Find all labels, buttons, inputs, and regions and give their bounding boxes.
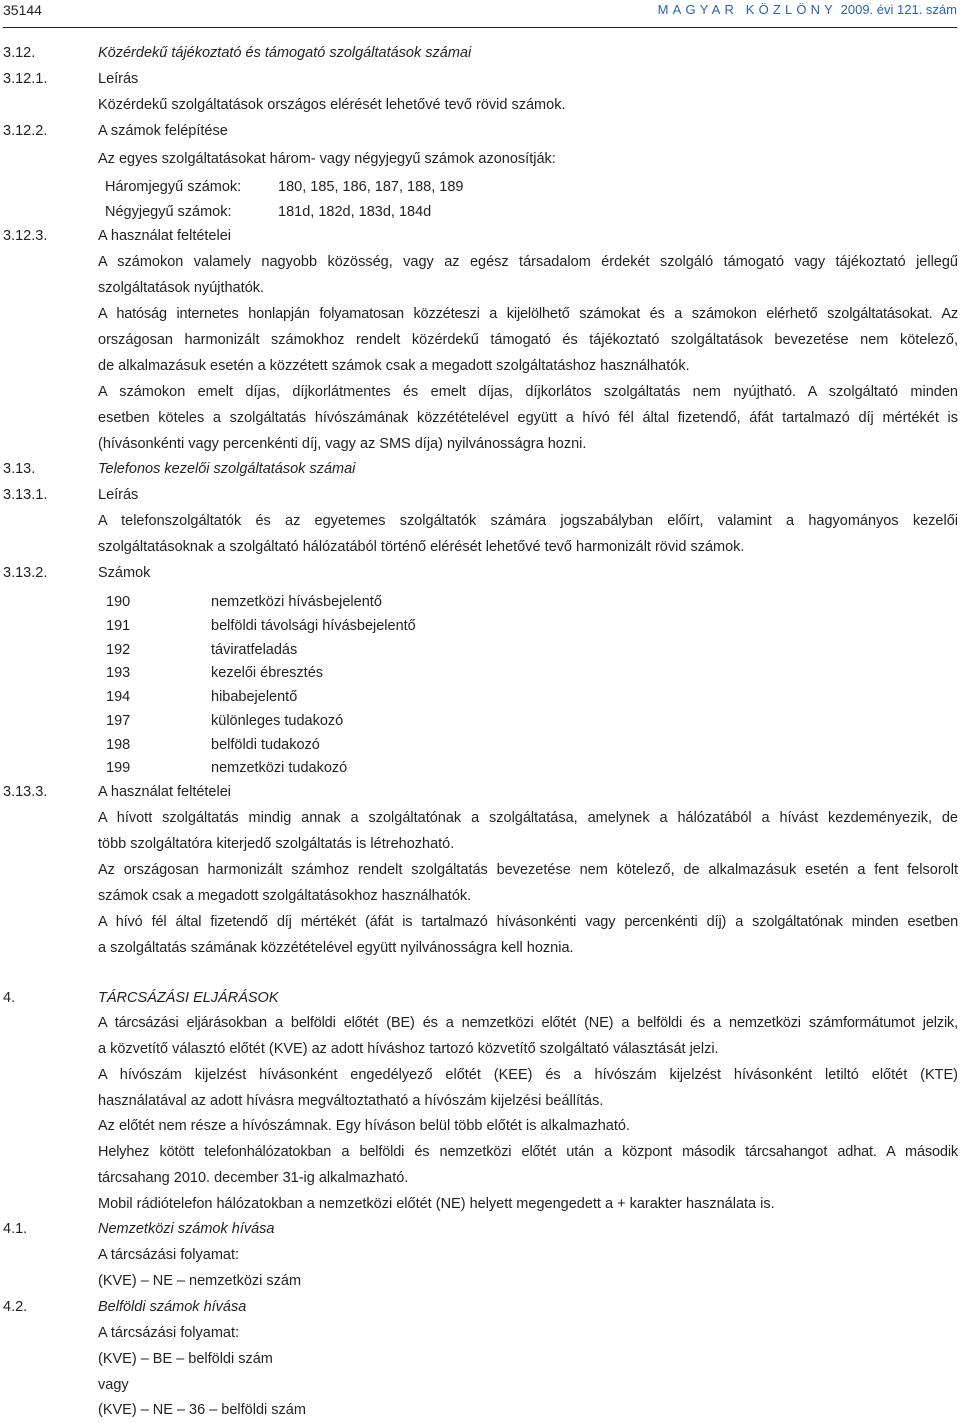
journal-issue: 2009. évi 121. szám xyxy=(840,2,957,17)
line-text: Közérdekű szolgáltatások országos elérését lehetővé tevő rövid számok. xyxy=(98,97,566,113)
section-title: Nemzetközi számok hívása xyxy=(98,1221,275,1237)
paragraph-line xyxy=(3,405,958,431)
service-description: kezelői ébresztés xyxy=(211,665,324,681)
service-description: belföldi tudakozó xyxy=(211,737,320,753)
paragraph-line xyxy=(3,805,958,831)
line-text: A számokon valamely nagyobb közösség, vagy az egész társadalom érdekét szolgáló támogató vagy tájékoztató jellegű xyxy=(98,254,958,270)
paragraph-line xyxy=(3,935,958,961)
section-heading xyxy=(3,1294,958,1320)
line-text: A hívott szolgáltatás mindig annak a szolgáltatónak a szolgáltatása, amelynek a hálózatából a hívást kezdeményezik, de xyxy=(98,810,958,826)
line-text: (hívásonkénti vagy percenkénti díj, vagy az SMS díja) nyilvánosságra hozni. xyxy=(98,436,587,452)
line-text: Az országosan harmonizált számhoz rendelt szolgáltatás bevezetése nem kötelező, de alkalmazásuk esetén a fent felsorolt xyxy=(98,862,958,878)
subsection-number: 3.13.2. xyxy=(3,565,48,581)
paragraph-line xyxy=(3,1191,958,1217)
section-number: 3.12. xyxy=(3,45,36,61)
service-code: 190 xyxy=(106,594,131,610)
number-list-item xyxy=(3,660,958,686)
line-text: országosan harmonizált számokhoz rendelt közérdekű támogató és tájékoztató szolgáltatások bevezetése nem kötelező, xyxy=(98,332,958,348)
line-text: (KVE) – NE – nemzetközi szám xyxy=(98,1273,302,1289)
section-title: Közérdekű tájékoztató és támogató szolgáltatások számai xyxy=(98,45,472,61)
line-text: A hatóság internetes honlapján folyamatosan közzéteszi a kijelölhető számokat és a számokon elérhető szolgáltatásokat. Az xyxy=(98,306,958,322)
paragraph-line xyxy=(3,249,958,275)
service-code: 191 xyxy=(106,618,131,634)
subsection-number: 3.12.3. xyxy=(3,228,48,244)
paragraph-line xyxy=(3,508,958,534)
chapter-title: TÁRCSÁZÁSI ELJÁRÁSOK xyxy=(98,990,279,1006)
section-title: Telefonos kezelői szolgáltatások számai xyxy=(98,461,356,477)
line-text: A tárcsázási folyamat: xyxy=(98,1247,240,1263)
section-heading xyxy=(3,40,958,66)
paragraph-line xyxy=(3,301,958,327)
line-text: A hívó fél által fizetendő díj mértékét (áfát is tartalmazó hívásonkénti vagy percenkénti díj) a szolgáltatónak minden esetben xyxy=(98,914,958,930)
service-code: 198 xyxy=(106,737,131,753)
subsection-title: A használat feltételei xyxy=(98,784,232,800)
subsection-number: 3.12.1. xyxy=(3,71,48,87)
line-text: tárcsahang 2010. december 31-ig alkalmazható. xyxy=(98,1170,409,1186)
journal-name: MAGYAR KÖZLÖNY xyxy=(657,2,838,17)
subsection-title: Leírás xyxy=(98,71,139,87)
subsection-number: 3.13.3. xyxy=(3,784,48,800)
subsection-heading xyxy=(3,560,958,586)
format-label: Négyjegyű számok: xyxy=(105,204,232,220)
line-text: a közvetítő választó előtét (KVE) az adott híváshoz tartozó közvetítő szolgáltató választását jelzi. xyxy=(98,1041,719,1057)
line-text: számok csak a megadott szolgáltatásokhoz használhatók. xyxy=(98,888,472,904)
line-text: Mobil rádiótelefon hálózatokban a nemzetközi előtét (NE) helyett megengedett a + karakter használata is. xyxy=(98,1196,775,1212)
paragraph-line xyxy=(3,909,958,935)
line-text: A számokon emelt díjas, díjkorlátmentes és emelt díjas, díjkorlátos szolgáltatás nem nyújtható. A szolgáltató minden xyxy=(98,384,958,400)
line-text: de alkalmazásuk esetén a közzétett számok csak a megadott szolgáltatáshoz használhatók. xyxy=(98,358,690,374)
paragraph-line xyxy=(3,1165,958,1191)
section-title: Belföldi számok hívása xyxy=(98,1299,247,1315)
dialing-sequence xyxy=(3,1268,958,1294)
section-heading xyxy=(3,456,958,482)
paragraph-line xyxy=(3,92,958,118)
paragraph-line xyxy=(3,1088,958,1114)
service-description: belföldi távolsági hívásbejelentő xyxy=(211,618,416,634)
number-format-row xyxy=(3,199,958,225)
line-text: vagy xyxy=(98,1377,129,1393)
line-text: A tárcsázási folyamat: xyxy=(98,1325,240,1341)
subsection-heading xyxy=(3,482,958,508)
number-list-item xyxy=(3,613,958,639)
paragraph-line xyxy=(3,1242,958,1268)
line-text: esetben köteles a szolgáltatás hívószámának közzétételével együtt a hívó fél által fizetendő, áfát tartalmazó díj mértékét is xyxy=(98,410,958,426)
dialing-sequence xyxy=(3,1346,958,1372)
paragraph-line xyxy=(3,379,958,405)
paragraph-line xyxy=(3,1372,958,1398)
paragraph-line xyxy=(3,883,958,909)
paragraph-line xyxy=(3,353,958,379)
paragraph-line xyxy=(3,857,958,883)
page-number: 35144 xyxy=(3,2,42,18)
subsection-number: 3.13.1. xyxy=(3,487,48,503)
page-header xyxy=(3,0,957,28)
paragraph-line xyxy=(3,534,958,560)
subsection-heading xyxy=(3,66,958,92)
service-description: nemzetközi tudakozó xyxy=(211,760,348,776)
line-text: szolgáltatásoknak a szolgáltató hálózatából történő elérését lehetővé tevő harmonizált rövid számok. xyxy=(98,539,745,555)
section-number: 4.2. xyxy=(3,1299,28,1315)
paragraph-line xyxy=(3,275,958,301)
dialing-sequence xyxy=(3,1397,958,1423)
line-text: A telefonszolgáltatók és az egyetemes szolgáltatók számára jogszabályban előírt, valamint a hagyományos kezelői xyxy=(98,513,958,529)
format-value: 180, 185, 186, 187, 188, 189 xyxy=(278,179,464,195)
line-text: A tárcsázási eljárásokban a belföldi előtét (BE) és a nemzetközi előtét (NE) a belföldi és a nemzetközi számformátumot jelzik, xyxy=(98,1015,958,1031)
paragraph-line xyxy=(3,327,958,353)
line-text: A hívószám kijelzést hívásonként engedélyező előtét (KEE) és a hívószám kijelzést hívásonként letiltó előtét (KTE) xyxy=(98,1067,958,1083)
subsection-title: Számok xyxy=(98,565,151,581)
service-description: különleges tudakozó xyxy=(211,713,344,729)
service-code: 193 xyxy=(106,665,131,681)
subsection-heading xyxy=(3,118,958,144)
chapter-number: 4. xyxy=(3,990,16,1006)
paragraph-line xyxy=(3,1036,958,1062)
paragraph-line xyxy=(3,1139,958,1165)
number-list-item xyxy=(3,755,958,781)
paragraph-line xyxy=(3,1062,958,1088)
line-text: (KVE) – NE – 36 – belföldi szám xyxy=(98,1402,306,1418)
line-text: Helyhez kötött telefonhálózatokban a belföldi és nemzetközi előtét után a központ második tárcsahangot adhat. A második xyxy=(98,1144,958,1160)
service-code: 197 xyxy=(106,713,131,729)
subsection-heading xyxy=(3,779,958,805)
paragraph-line xyxy=(3,831,958,857)
subsection-title: A használat feltételei xyxy=(98,228,232,244)
number-list-item xyxy=(3,708,958,734)
subsection-title: A számok felépítése xyxy=(98,123,228,139)
number-format-row xyxy=(3,174,958,200)
number-list-item xyxy=(3,589,958,615)
paragraph-line xyxy=(3,146,958,172)
format-label: Háromjegyű számok: xyxy=(105,179,242,195)
service-code: 194 xyxy=(106,689,131,705)
line-text: Az előtét nem része a hívószámnak. Egy híváson belül több előtét is alkalmazható. xyxy=(98,1118,630,1134)
service-description: nemzetközi hívásbejelentő xyxy=(211,594,382,610)
format-value: 181d, 182d, 183d, 184d xyxy=(278,204,432,220)
journal-title xyxy=(658,2,957,17)
line-text: használatával az adott hívásra megváltoztatható a hívószám kijelzési beállítás. xyxy=(98,1093,604,1109)
service-code: 192 xyxy=(106,642,131,658)
section-heading xyxy=(3,1216,958,1242)
service-description: táviratfeladás xyxy=(211,642,298,658)
service-description: hibabejelentő xyxy=(211,689,298,705)
line-text: szolgáltatások nyújthatók. xyxy=(98,280,265,296)
section-number: 4.1. xyxy=(3,1221,28,1237)
subsection-heading xyxy=(3,223,958,249)
paragraph-line xyxy=(3,1320,958,1346)
paragraph-line xyxy=(3,431,958,457)
service-code: 199 xyxy=(106,760,131,776)
line-text: a szolgáltatás számának közzétételével együtt nyilvánosságra kell hoznia. xyxy=(98,940,574,956)
line-text: több szolgáltatóra kiterjedő szolgáltatás is létrehozható. xyxy=(98,836,455,852)
line-text: (KVE) – BE – belföldi szám xyxy=(98,1351,273,1367)
subsection-title: Leírás xyxy=(98,487,139,503)
section-number: 3.13. xyxy=(3,461,36,477)
paragraph-line xyxy=(3,1010,958,1036)
chapter-heading xyxy=(3,985,958,1011)
paragraph-line xyxy=(3,1113,958,1139)
number-list-item xyxy=(3,684,958,710)
line-text: Az egyes szolgáltatásokat három- vagy négyjegyű számok azonosítják: xyxy=(98,151,556,167)
subsection-number: 3.12.2. xyxy=(3,123,48,139)
